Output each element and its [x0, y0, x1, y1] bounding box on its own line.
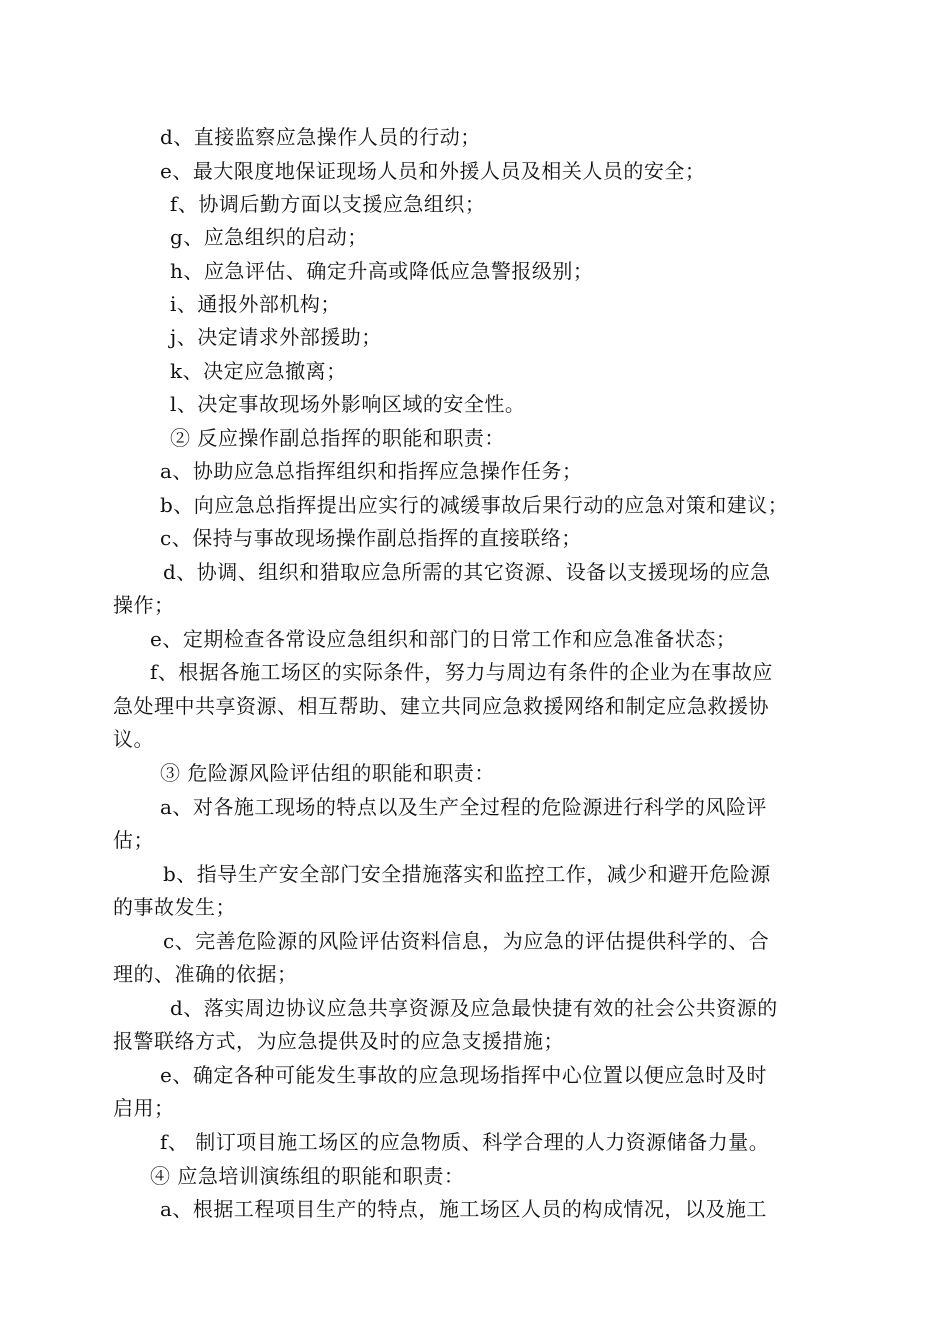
text-line: b、指导生产安全部门安全措施落实和监控工作，减少和避开危险源	[163, 862, 771, 886]
text-line: 急处理中共享资源、相互帮助、建立共同应急救援网络和制定应急救援协	[113, 694, 769, 718]
text-line: f、协调后勤方面以支援应急组织；	[170, 192, 486, 216]
text-line: d、协调、组织和猎取应急所需的其它资源、设备以支援现场的应急	[163, 560, 771, 584]
text-line: 操作；	[113, 593, 175, 617]
text-line: i、通报外部机构；	[170, 292, 341, 316]
text-line: 的事故发生；	[113, 895, 236, 919]
section-heading: ③ 危险源风险评估组的职能和职责：	[160, 761, 495, 785]
text-line: 启用；	[113, 1096, 175, 1120]
text-line: e、定期检查各常设应急组织和部门的日常工作和应急准备状态；	[150, 627, 737, 651]
text-line: c、完善危险源的风险评估资料信息，为应急的评估提供科学的、合	[163, 929, 770, 953]
section-heading: ④ 应急培训演练组的职能和职责：	[150, 1164, 465, 1188]
text-line: f、根据各施工场区的实际条件，努力与周边有条件的企业为在事故应	[150, 660, 773, 684]
text-line: a、对各施工现场的特点以及生产全过程的危险源进行科学的风险评	[160, 795, 767, 819]
text-line: 理的、准确的依据；	[113, 962, 298, 986]
text-line: e、确定各种可能发生事故的应急现场指挥中心位置以便应急时及时	[160, 1063, 767, 1087]
section-heading: ② 反应操作副总指挥的职能和职责：	[170, 426, 505, 450]
text-line: a、协助应急总指挥组织和指挥应急操作任务；	[160, 459, 583, 483]
text-line: 报警联络方式，为应急提供及时的应急支援措施；	[113, 1029, 564, 1053]
text-line: f、 制订项目施工场区的应急物质、科学合理的人力资源储备力量。	[160, 1130, 770, 1154]
text-line: d、落实周边协议应急共享资源及应急最快捷有效的社会公共资源的	[170, 996, 778, 1020]
text-line: e、最大限度地保证现场人员和外援人员及相关人员的安全；	[160, 159, 706, 183]
text-line: a、根据工程项目生产的特点，施工场区人员的构成情况，以及施工	[160, 1197, 767, 1221]
text-line: h、应急评估、确定升高或降低应急警报级别；	[170, 259, 594, 283]
text-line: b、向应急总指挥提出应实行的减缓事故后果行动的应急对策和建议；	[160, 493, 789, 517]
text-line: c、保持与事故现场操作副总指挥的直接联络；	[160, 526, 582, 550]
text-line: k、决定应急撤离；	[170, 359, 347, 383]
text-line: l、决定事故现场外影响区域的安全性。	[170, 392, 526, 416]
text-line: 议。	[113, 727, 154, 751]
text-line: g、应急组织的启动；	[170, 225, 368, 249]
text-line: 估；	[113, 828, 154, 852]
text-line: j、决定请求外部援助；	[170, 325, 382, 349]
text-line: d、直接监察应急操作人员的行动；	[160, 125, 481, 149]
